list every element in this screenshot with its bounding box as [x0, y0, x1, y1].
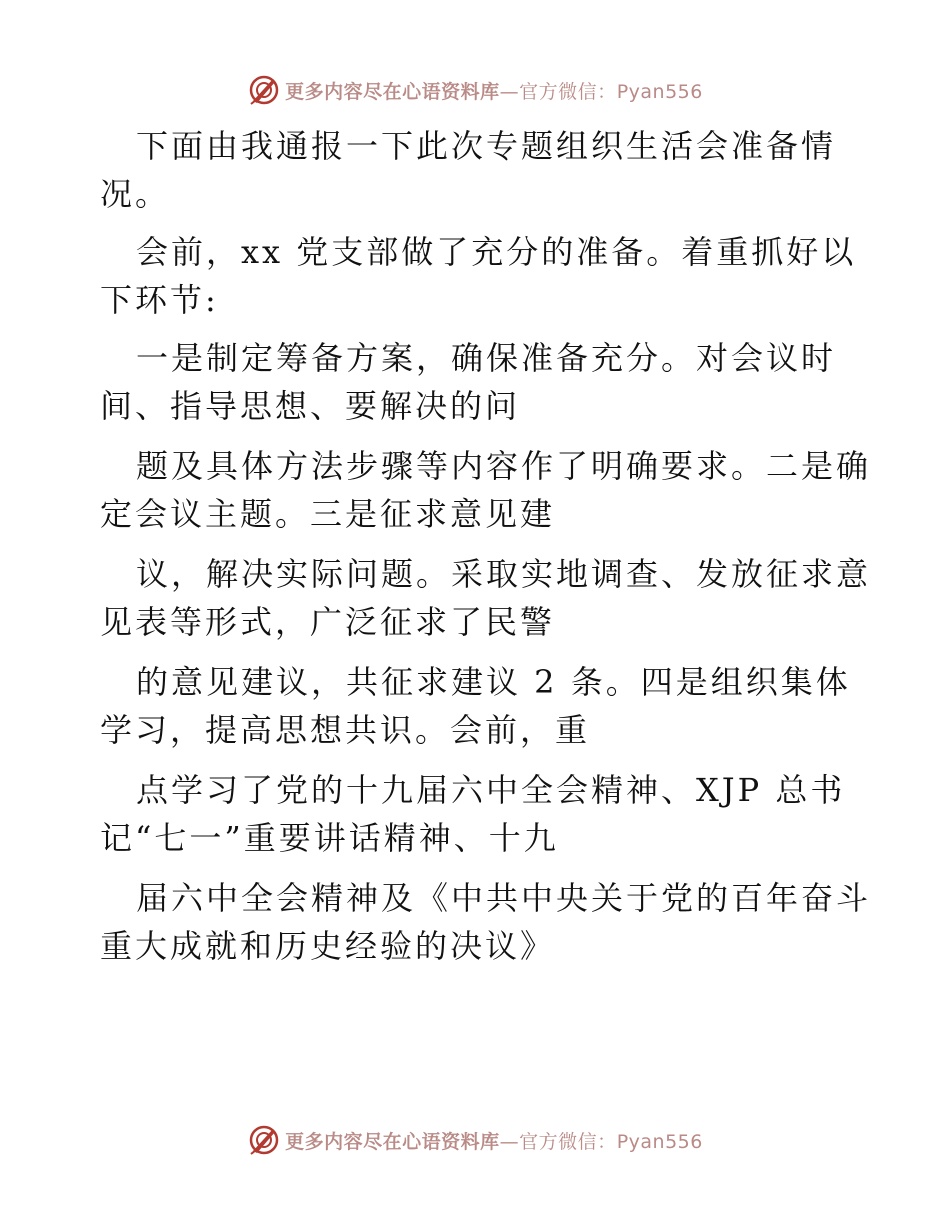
watermark-wechat: Pyan556: [616, 1130, 703, 1153]
paragraph-line: 下环节:: [100, 281, 219, 319]
paragraph-line: 议，解决实际问题。采取实地调查、发放征求意: [136, 555, 872, 593]
paragraph-line: 重大成就和历史经验的决议》: [100, 927, 556, 965]
paragraph-line: 见表等形式，广泛征求了民警: [100, 603, 556, 641]
paragraph-line: 下面由我通报一下此次专题组织生活会准备情: [136, 127, 837, 165]
watermark-text: [285, 77, 703, 104]
header-watermark: [0, 72, 950, 108]
paragraph-line: 定会议主题。三是征求意见建: [100, 495, 556, 533]
paragraph-line: 学习，提高思想共识。会前，重: [100, 711, 591, 749]
watermark-dash: —: [499, 80, 520, 103]
footer-watermark: [0, 1122, 950, 1158]
watermark-dash: —: [499, 1130, 520, 1153]
watermark-wechat: Pyan556: [616, 80, 703, 103]
paragraph-line: 间、指导思想、要解决的问: [100, 387, 521, 425]
watermark-brand: 更多内容尽在心语资料库: [285, 1130, 500, 1153]
quill-logo-icon: [247, 1123, 281, 1157]
paragraph-line: 况。: [100, 175, 171, 213]
watermark-official: 官方微信：: [519, 80, 617, 103]
paragraph-line: 记“七一”重要讲话精神、十九: [100, 819, 559, 857]
quill-logo-icon: [247, 73, 281, 107]
watermark-text: [285, 1127, 703, 1154]
watermark-official: 官方微信：: [519, 1130, 617, 1153]
document-body: [100, 122, 872, 970]
paragraph-line: 届六中全会精神及《中共中央关于党的百年奋斗: [136, 879, 872, 917]
paragraph-line: 题及具体方法步骤等内容作了明确要求。二是确: [136, 447, 872, 485]
paragraph-line: 点学习了党的十九届六中全会精神、XJP 总书: [136, 771, 846, 809]
paragraph-line: 会前，xx 党支部做了充分的准备。着重抓好以: [136, 233, 857, 271]
watermark-brand: 更多内容尽在心语资料库: [285, 80, 500, 103]
paragraph-line: 一是制定筹备方案，确保准备充分。对会议时: [136, 339, 837, 377]
paragraph-line: 的意见建议，共征求建议 2 条。四是组织集体: [136, 663, 851, 701]
